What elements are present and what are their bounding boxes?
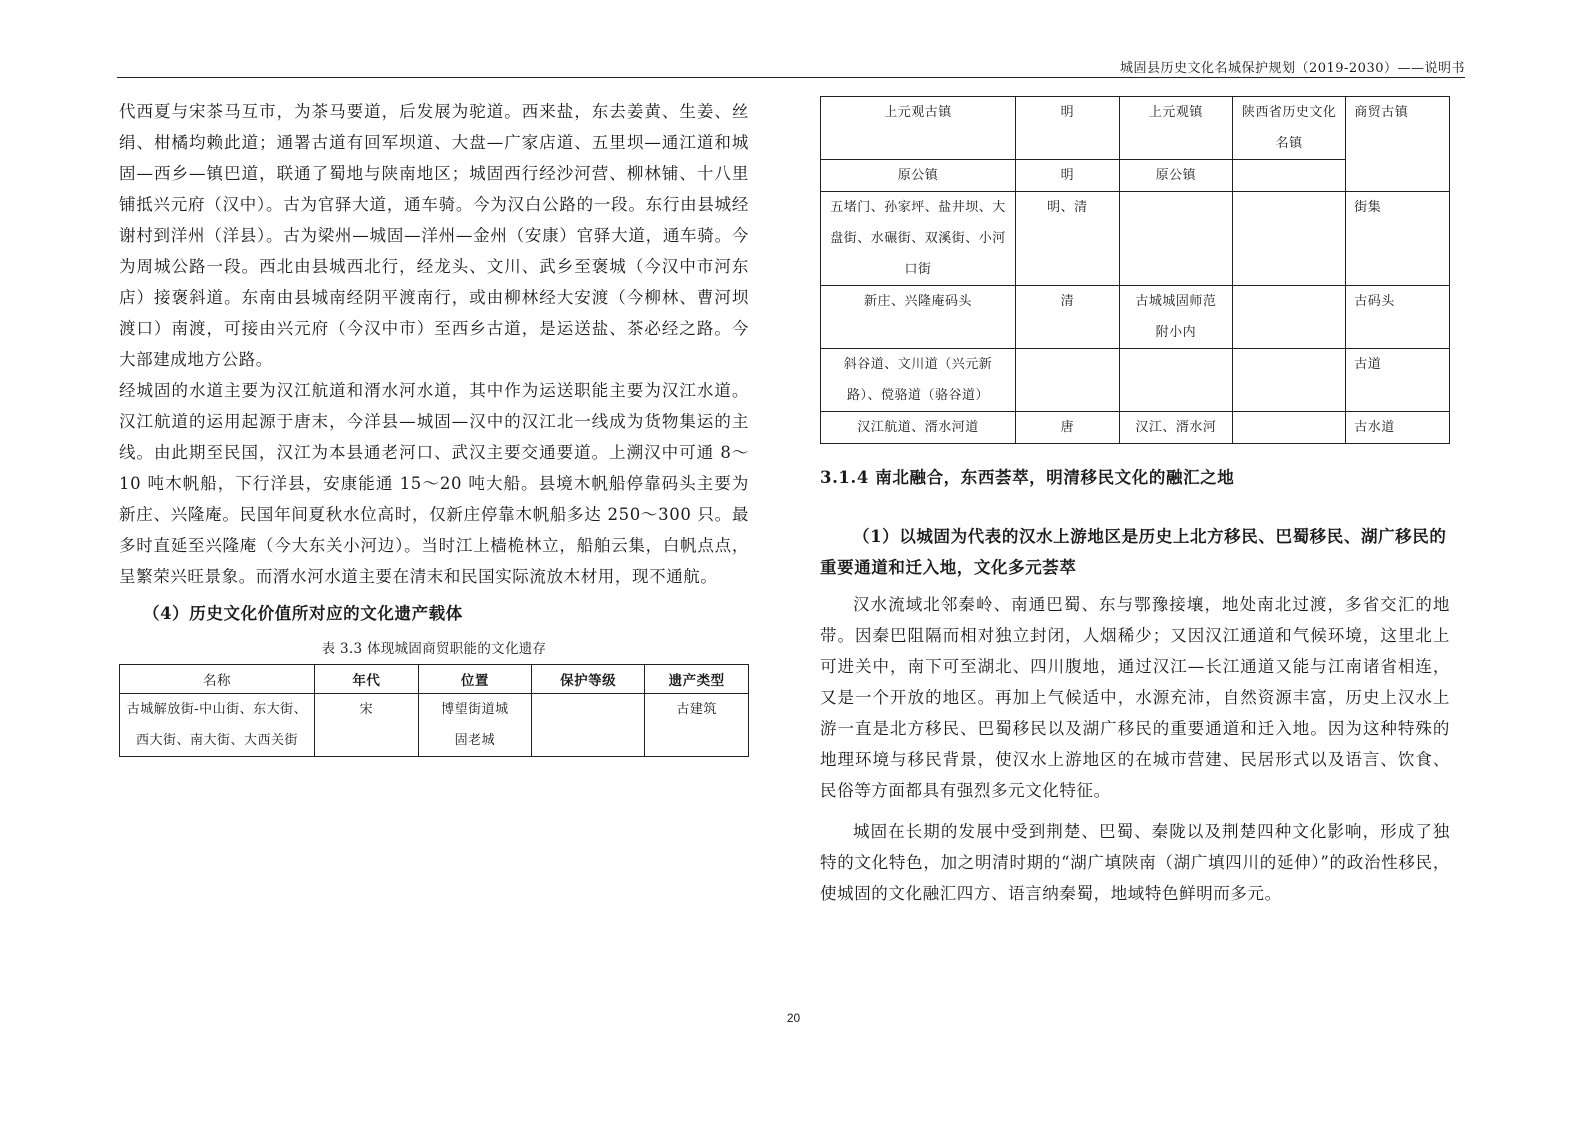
section-heading: 3.1.4 南北融合，东西荟萃，明清移民文化的融汇之地: [820, 468, 1235, 487]
table-row: [821, 286, 1450, 349]
table-caption: 表 3.3 体现城固商贸职能的文化遗存: [321, 641, 547, 657]
table-row: [120, 694, 749, 757]
header-rule: [117, 77, 1465, 78]
table-row: [821, 349, 1450, 412]
cell-name: 上元观古镇: [821, 97, 1016, 160]
cell-location: 古城城固师范附小内: [1119, 286, 1232, 349]
cell-protection-level: [1232, 412, 1345, 444]
cell-heritage-type: 古水道: [1346, 412, 1450, 444]
cell-name: 汉江航道、湑水河道: [821, 412, 1016, 444]
header-location: 位置: [418, 665, 531, 694]
cell-location: 博望街道城固老城: [418, 694, 531, 757]
cell-heritage-type: 古码头: [1346, 286, 1450, 349]
paragraph-land-routes: 代西夏与宋茶马互市，为茶马要道，后发展为驼道。西来盐，东去姜黄、生姜、丝绢、柑橘均赖此道；通署古道有回军坝道、大盘—广家店道、五里坝—通江道和城固—西乡—镇巴道，联通了蜀地与陕南地区；城固西行经沙河营、柳林铺、十八里铺抵兴元府（汉中）。古为官驿大道，通车骑。今为汉白公路的一段。东行由县城经谢村到洋州（洋县）。古为梁州—城固—洋州—金州（安康）官驿大道，通车骑。今为周城公路一段。西北由县城西北行，经龙头、文川、武乡至褒城（今汉中市河东店）接褒斜道。东南由县城南经阴平渡南行，或由柳林经大安渡（今柳林、曹河坝渡口）南渡，可接由兴元府（今汉中市）至西乡古道，是运送盐、茶必经之路。今大部建成地方公路。: [119, 102, 749, 369]
cell-protection-level: [1232, 160, 1345, 192]
cell-name: 古城解放街-中山街、东大街、西大街、南大街、大西关街: [120, 694, 315, 757]
cell-era: 明、清: [1015, 192, 1119, 286]
cell-location: 原公镇: [1119, 160, 1232, 192]
cell-era: 明: [1015, 160, 1119, 192]
header-protection-level: 保护等级: [531, 665, 644, 694]
heading-heritage-carriers: （4）历史文化价值所对应的文化遗产载体: [143, 604, 463, 623]
cell-location: [1119, 192, 1232, 286]
cell-name: 新庄、兴隆庵码头: [821, 286, 1016, 349]
table-row: [821, 412, 1450, 444]
cell-location: 上元观镇: [1119, 97, 1232, 160]
page-number: 20: [786, 1011, 801, 1025]
cell-era: 明: [1015, 97, 1119, 160]
cell-location: [1119, 349, 1232, 412]
cell-era: 宋: [314, 694, 418, 757]
cell-era: [1015, 349, 1119, 412]
header-era: 年代: [314, 665, 418, 694]
table-row: [821, 97, 1450, 160]
cell-protection-level: [1232, 349, 1345, 412]
table-header-row: [120, 665, 749, 694]
cell-heritage-type: 古道: [1346, 349, 1450, 412]
cell-protection-level: 陕西省历史文化名镇: [1232, 97, 1345, 160]
cell-protection-level: [1232, 192, 1345, 286]
paragraph-chenggu-culture: 城固在长期的发展中受到荆楚、巴蜀、秦陇以及荆楚四种文化影响，形成了独特的文化特色，加之明清时期的“湖广填陕南（湖广填四川的延伸）”的政治性移民，使城固的文化融汇四方、语言纳秦蜀，地域特色鲜明而多元。: [820, 822, 1450, 903]
commerce-heritage-table-continued: [820, 96, 1450, 444]
subsection-heading: （1）以城固为代表的汉水上游地区是历史上北方移民、巴蜀移民、湖广移民的重要通道和迁入地，文化多元荟萃: [820, 527, 1447, 577]
cell-era: 清: [1015, 286, 1119, 349]
cell-heritage-type: 古建筑: [645, 694, 749, 757]
running-header: 城固县历史文化名城保护规划（2019-2030）——说明书: [1119, 61, 1465, 76]
paragraph-hanshui-migration: 汉水流域北邻秦岭、南通巴蜀、东与鄂豫接壤，地处南北过渡，多省交汇的地带。因秦巴阻隔而相对独立封闭，人烟稀少；又因汉江通道和气候环境，这里北上可进关中，南下可至湖北、四川腹地，通过汉江—长江通道又能与江南诸省相连，又是一个开放的地区。再加上气候适中，水源充沛，自然资源丰富，历史上汉水上游一直是北方移民、巴蜀移民以及湖广移民的重要通道和迁入地。因为这种特殊的地理环境与移民背景，使汉水上游地区的在城市营建、民居形式以及语言、饮食、民俗等方面都具有强烈多元文化特征。: [820, 595, 1450, 800]
commerce-heritage-table: [119, 664, 749, 757]
cell-name: 五堵门、孙家坪、盐井坝、大盘街、水碾街、双溪街、小河口街: [821, 192, 1016, 286]
table-row: [821, 192, 1450, 286]
cell-name: 斜谷道、文川道（兴元新路）、傥骆道（骆谷道）: [821, 349, 1016, 412]
cell-heritage-type: 商贸古镇: [1346, 97, 1450, 192]
left-column: [119, 96, 749, 757]
cell-era: 唐: [1015, 412, 1119, 444]
cell-protection-level: [1232, 286, 1345, 349]
header-heritage-type: 遗产类型: [645, 665, 749, 694]
paragraph-water-routes: 经城固的水道主要为汉江航道和湑水河水道，其中作为运送职能主要为汉江水道。汉江航道的运用起源于唐末，今洋县—城固—汉中的汉江北一线成为货物集运的主线。由此期至民国，汉江为本县通老河口、武汉主要交通要道。上溯汉中可通 8～10 吨木帆船，下行洋县，安康能通 15～20 吨大船。县境木帆船停靠码头主要为新庄、兴隆庵。民国年间夏秋水位高时，仅新庄停靠木帆船多达 250～300 只。最多时直延至兴隆庵（今大东关小河边）。当时江上樯桅林立，船舶云集，白帆点点，呈繁荣兴旺景象。而湑水河水道主要在清末和民国实际流放木材用，现不通航。: [119, 381, 749, 586]
cell-protection-level: [531, 694, 644, 757]
right-column: [820, 96, 1450, 909]
cell-location: 汉江、湑水河: [1119, 412, 1232, 444]
header-name: 名称: [120, 665, 315, 694]
cell-heritage-type: 街集: [1346, 192, 1450, 286]
cell-name: 原公镇: [821, 160, 1016, 192]
